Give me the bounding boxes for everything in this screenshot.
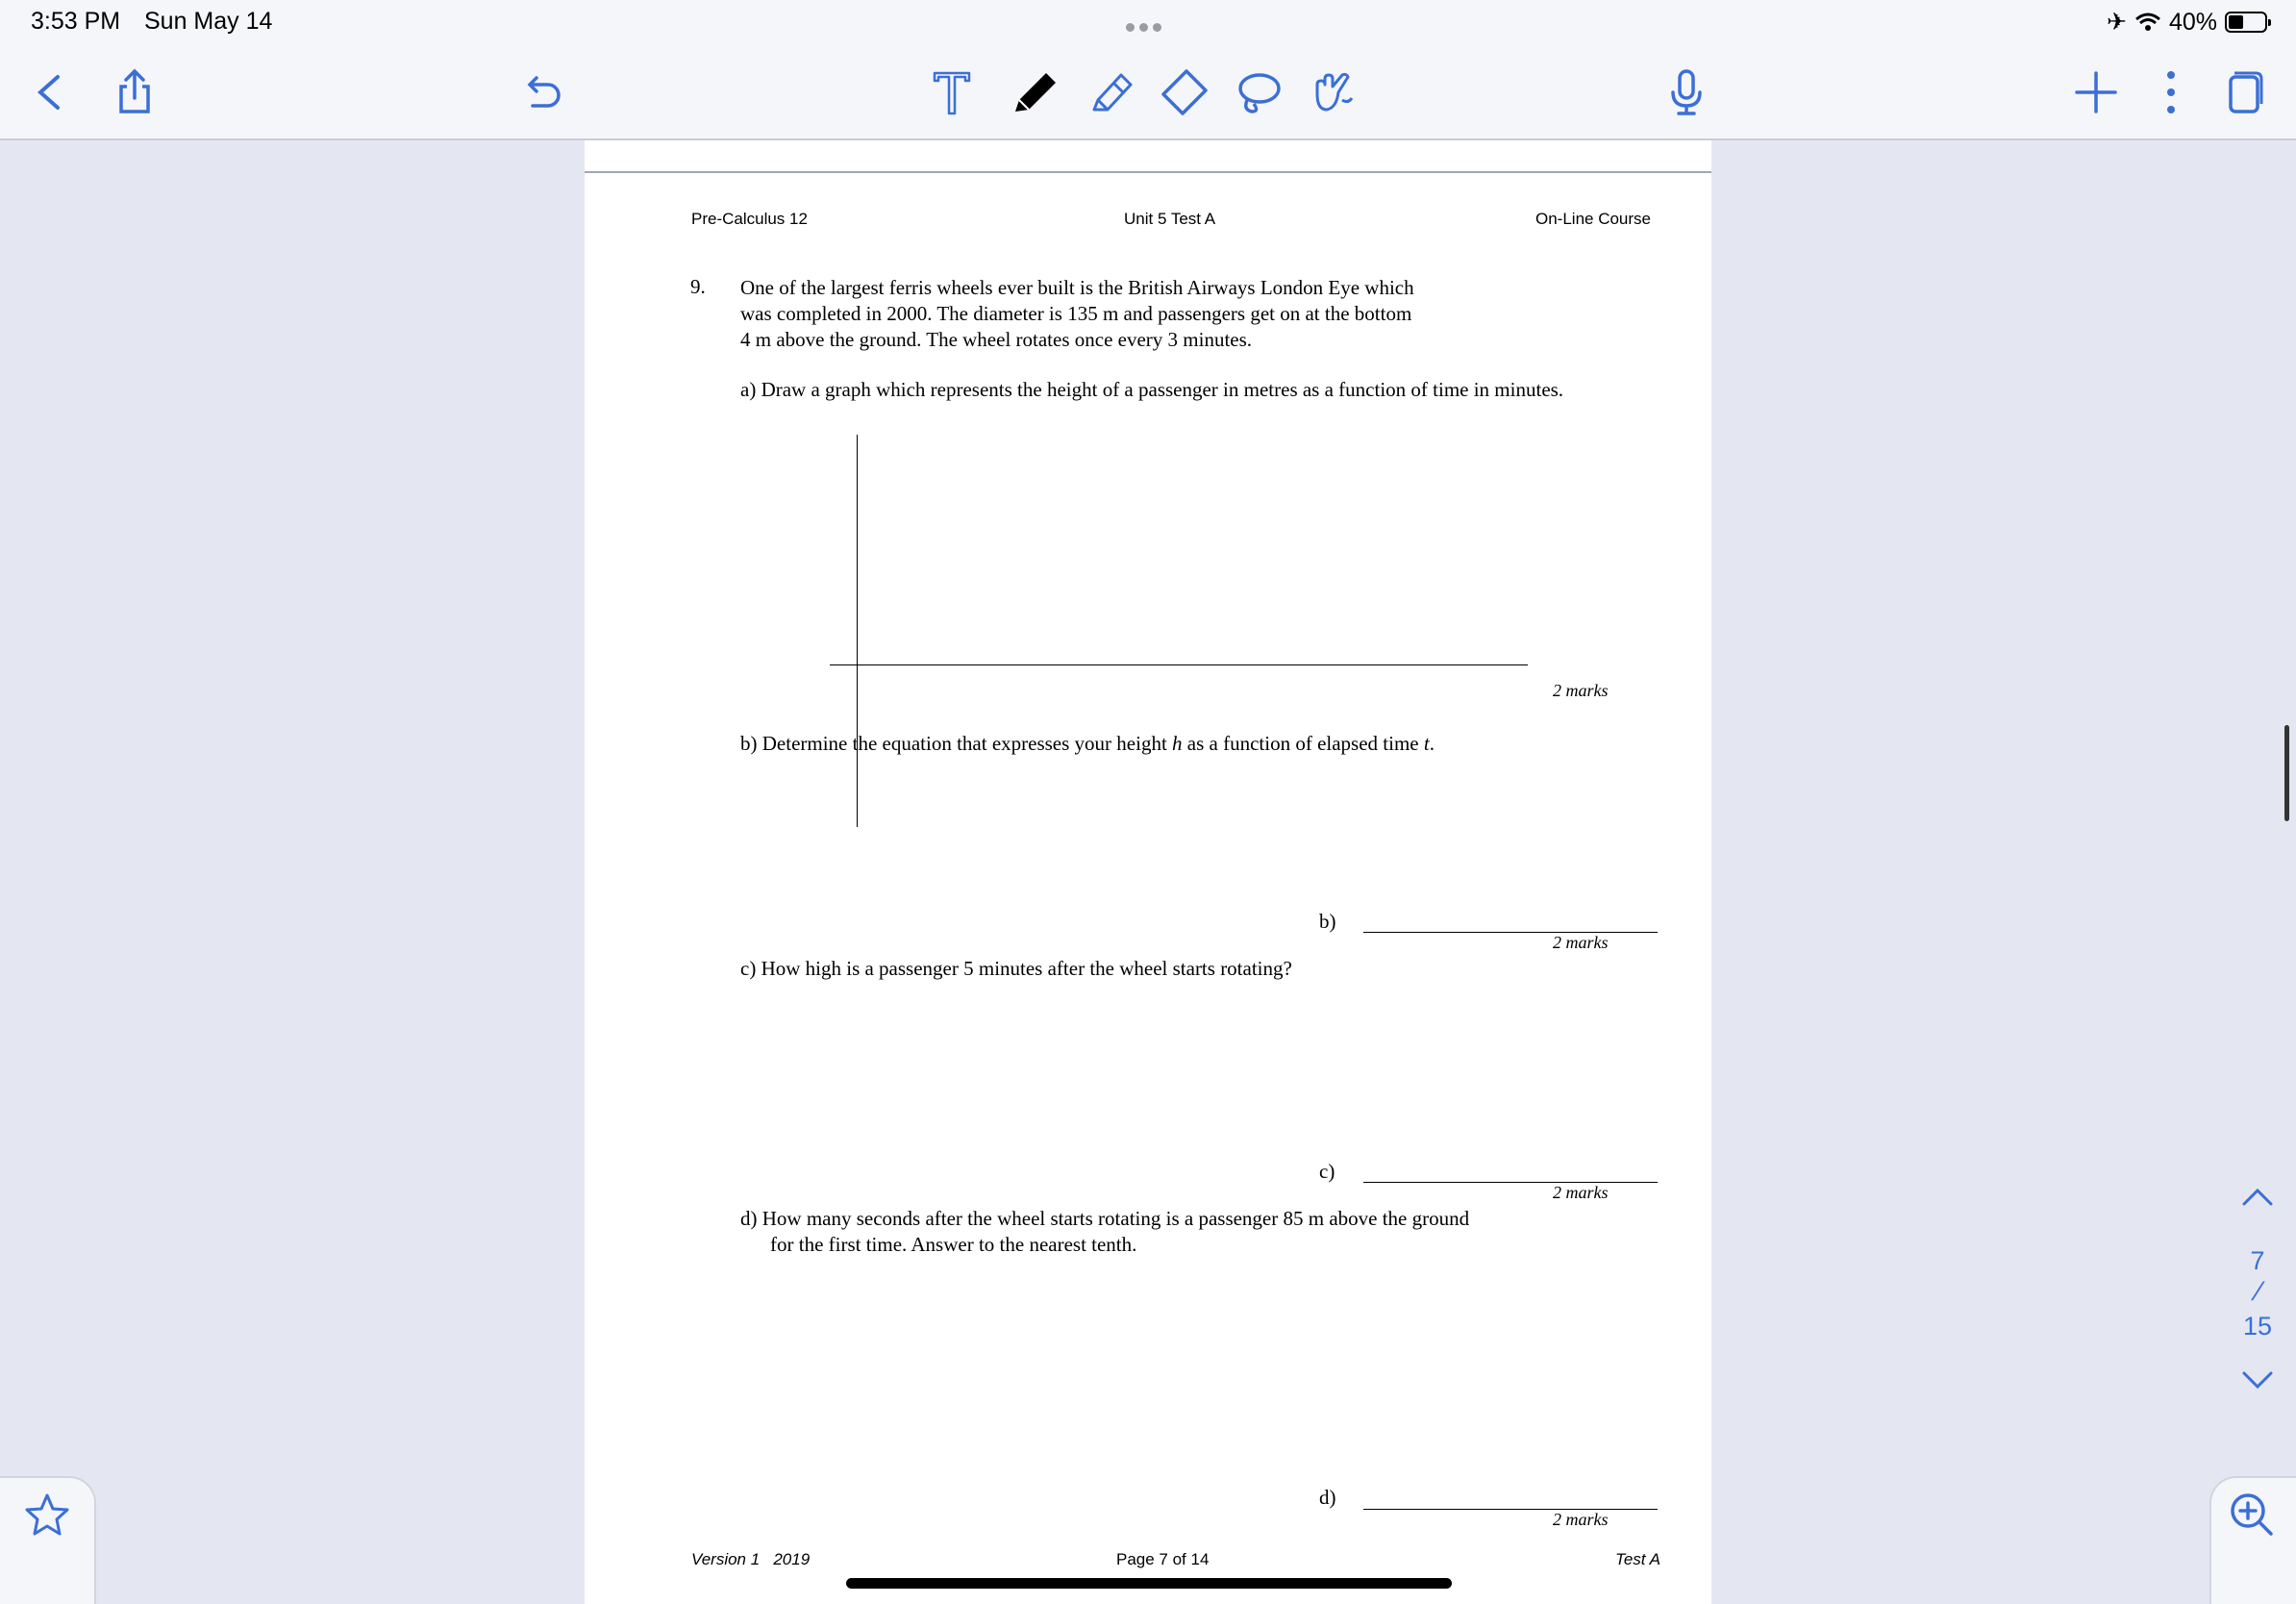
highlighter-tool-button[interactable] — [1081, 62, 1142, 123]
airplane-icon: ✈ — [2107, 9, 2127, 36]
home-indicator[interactable] — [846, 1578, 1452, 1589]
star-icon[interactable] — [23, 1491, 71, 1540]
part-d-answer-line[interactable] — [1363, 1509, 1658, 1510]
part-b-answer-line[interactable] — [1363, 932, 1658, 933]
question-number: 9. — [690, 275, 706, 298]
chevron-down-icon[interactable] — [2238, 1366, 2277, 1394]
part-b-answer-label: b) — [1319, 910, 1336, 933]
part-c-answer-line[interactable] — [1363, 1182, 1658, 1183]
add-icon — [2069, 65, 2123, 119]
status-indicators — [2107, 8, 2267, 37]
gesture-tool-button[interactable] — [1300, 62, 1361, 123]
gesture-hand-icon — [1304, 65, 1358, 119]
microphone-button[interactable] — [1656, 62, 1717, 123]
highlighter-icon — [1085, 65, 1138, 119]
scroll-indicator[interactable] — [2284, 725, 2289, 821]
toolbar — [0, 44, 2296, 140]
pen-tool-button[interactable] — [1004, 62, 1065, 123]
status-date: Sun May 14 — [144, 8, 273, 35]
multitasking-dots-icon[interactable] — [1126, 19, 1166, 37]
graph-y-axis — [857, 435, 858, 827]
eraser-tool-button[interactable] — [1154, 62, 1215, 123]
part-b-marks: 2 marks — [1553, 933, 1609, 952]
page-separator: / — [2248, 1277, 2267, 1306]
document-page[interactable] — [585, 140, 1711, 1604]
part-c-answer-label: c) — [1319, 1160, 1335, 1183]
wifi-icon — [2134, 12, 2161, 33]
header-course: Pre-Calculus 12 — [691, 210, 808, 228]
share-icon — [108, 65, 162, 119]
total-pages: 15 — [2242, 1312, 2273, 1341]
back-button[interactable] — [19, 62, 81, 123]
pages-button[interactable] — [2213, 62, 2275, 123]
status-bar — [0, 0, 2296, 44]
graph-x-axis — [830, 664, 1528, 665]
part-d-text: d) How many seconds after the wheel starts rotating is a passenger 85 m above the ground for the first time. Answer to the nearest tenth. — [740, 1207, 1470, 1256]
part-c-text: c) How high is a passenger 5 minutes after the wheel starts rotating? — [740, 957, 1292, 980]
part-b-text: b) Determine the equation that expresses your height h as a function of elapsed time t. — [740, 732, 1435, 755]
part-a-text: a) Draw a graph which represents the height of a passenger in metres as a function of time in minutes. — [740, 378, 1564, 401]
back-icon — [23, 65, 77, 119]
header-unit: Unit 5 Test A — [1124, 210, 1216, 228]
pages-icon — [2217, 65, 2271, 119]
battery-icon — [2225, 12, 2267, 33]
footer-page: Page 7 of 14 — [1116, 1550, 1210, 1568]
share-button[interactable] — [104, 62, 165, 123]
favorites-panel — [0, 1476, 96, 1604]
status-time: 3:53 PM — [31, 8, 121, 35]
graph-axes — [830, 429, 1157, 833]
microphone-icon — [1660, 65, 1713, 119]
undo-icon — [515, 65, 569, 119]
part-c-marks: 2 marks — [1553, 1183, 1609, 1202]
chevron-up-icon[interactable] — [2238, 1183, 2277, 1212]
text-tool-icon — [925, 65, 979, 119]
zoom-panel — [2209, 1476, 2296, 1604]
pen-icon — [1008, 65, 1061, 119]
header-type: On-Line Course — [1535, 210, 1652, 228]
question-text: One of the largest ferris wheels ever built is the British Airways London Eye which was completed in 2000. The diameter is 135 m and passengers get on at the bottom 4 m above the ground. The wheel rotates once every 3 minutes. — [740, 276, 1414, 351]
battery-percent: 40% — [2168, 8, 2217, 36]
part-d-answer-label: d) — [1319, 1486, 1336, 1509]
part-a-marks: 2 marks — [1553, 681, 1609, 700]
footer-test: Test A — [1615, 1550, 1660, 1568]
text-tool-button[interactable] — [921, 62, 983, 123]
page-navigator — [2219, 1173, 2296, 1404]
page-divider — [585, 171, 1711, 173]
lasso-icon — [1231, 65, 1285, 119]
lasso-tool-button[interactable] — [1227, 62, 1288, 123]
zoom-in-icon[interactable] — [2227, 1490, 2277, 1540]
current-page: 7 — [2250, 1246, 2265, 1275]
part-d-marks: 2 marks — [1553, 1510, 1609, 1529]
footer-version: Version 1 2019 — [691, 1550, 811, 1568]
more-button[interactable] — [2140, 62, 2202, 123]
more-icon — [2144, 65, 2198, 119]
eraser-icon — [1158, 65, 1211, 119]
undo-button[interactable] — [512, 62, 573, 123]
add-page-button[interactable] — [2065, 62, 2127, 123]
